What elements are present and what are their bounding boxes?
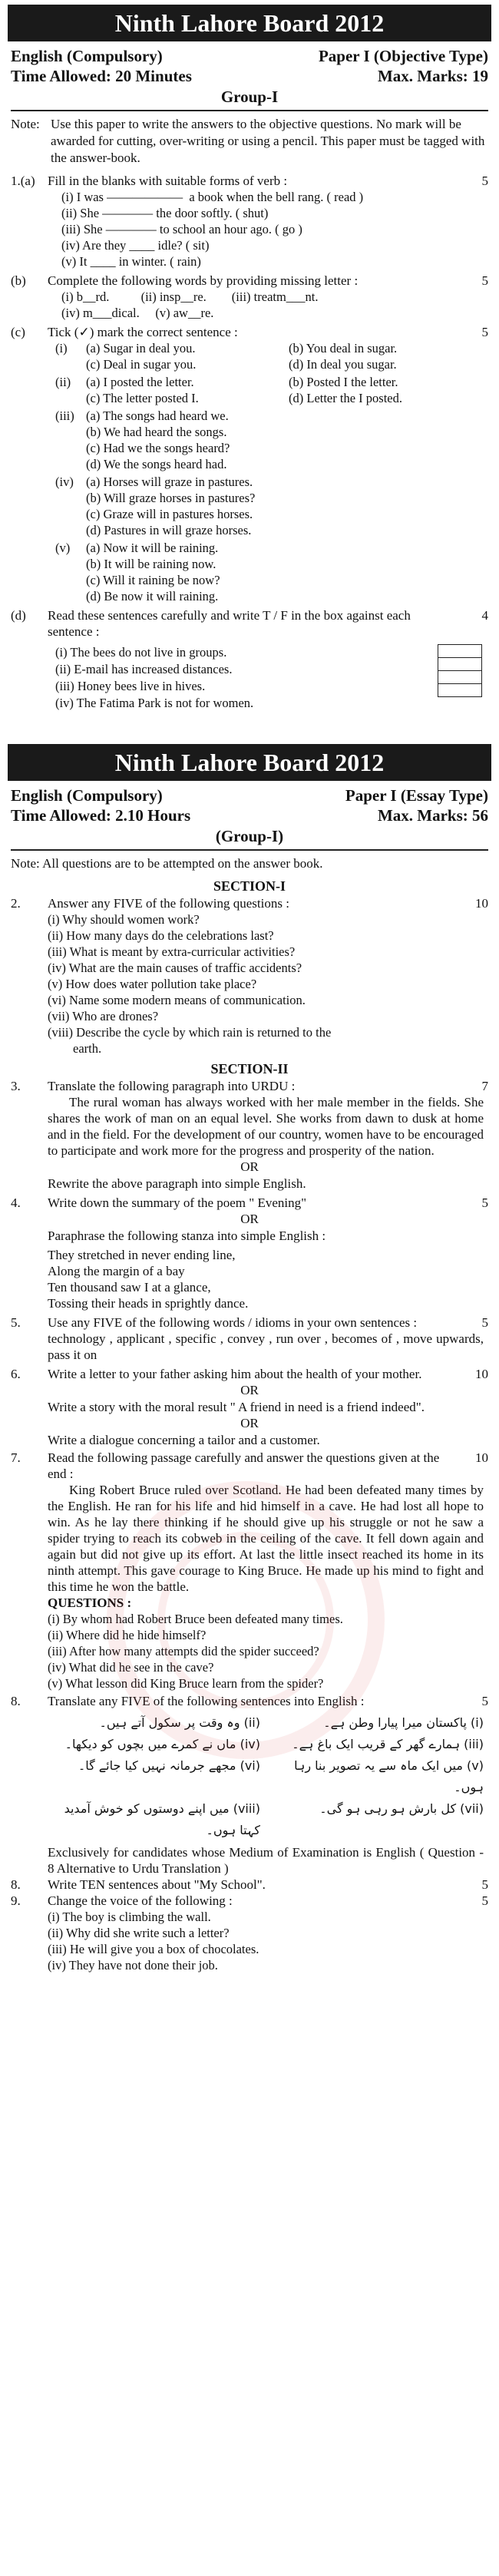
divider <box>11 110 488 111</box>
questions-heading: QUESTIONS : <box>48 1596 132 1610</box>
short-question: (iii) What is meant by extra-curricular activities? <box>48 944 296 959</box>
objective-note <box>11 116 488 167</box>
question-text: Change the voice of the following : <box>48 1893 233 1908</box>
comprehension-question: (iv) What did he see in the cave? <box>48 1660 214 1675</box>
tick-question <box>55 474 484 538</box>
essay-header-row-2 <box>11 805 488 825</box>
question-number: 6. <box>11 1367 21 1381</box>
question-number: 2. <box>11 896 21 911</box>
comprehension-passage: King Robert Bruce ruled over Scotland. He had been defeated many times by the English. He ran for his life and hid himself in a cave. He had lost all hope to win. As he lay there thinking if he should give up his struggle or not he saw a spider trying to reach its cobweb in the ceiling of the cave. It fell down again and again but did not give up its effort. At last the little insect reached its home in its ninth attempt. This gave courage to King Bruce. He made up his mind to fight and this time he won the battle. <box>48 1483 484 1594</box>
note-text: Use this paper to write the answers to the objective questions. No mark will be awarded for cutting, over-writing or using a pencil. This paper must be tagged with the answer-book. <box>51 117 485 165</box>
answer-box[interactable] <box>438 670 482 683</box>
tick-question <box>55 340 484 372</box>
tick-question-number: (i) <box>55 341 68 355</box>
tick-option[interactable]: (d) In deal you sugar. <box>289 357 397 372</box>
question-marks: 5 <box>481 1877 488 1892</box>
question-marks: 10 <box>475 896 488 911</box>
or-label: OR <box>240 1383 259 1397</box>
comprehension-question: (v) What lesson did King Bruce learn from the spider? <box>48 1676 324 1691</box>
question-marks: 5 <box>481 273 488 288</box>
tick-question-number: (ii) <box>55 375 71 389</box>
or-label: OR <box>240 1416 259 1430</box>
alternative-text: Paraphrase the following stanza into simple English : <box>48 1228 326 1243</box>
question-number: 7. <box>11 1450 21 1465</box>
tick-option[interactable]: (a) Sugar in deal you. <box>86 341 196 355</box>
tick-option[interactable]: (b) It will be raining now. <box>86 557 216 571</box>
poem-line: They stretched in never ending line, <box>48 1248 236 1262</box>
question-marks: 5 <box>481 1195 488 1210</box>
question-marks: 5 <box>481 325 488 339</box>
section-2-heading: SECTION-II <box>210 1061 289 1076</box>
question-number: 3. <box>11 1079 21 1093</box>
tick-option[interactable]: (b) Posted I the letter. <box>289 375 398 389</box>
question-9 <box>11 1893 488 1909</box>
missing-letter-line: (i) b__rd. (ii) insp__re. (iii) treatm___nt. <box>61 289 319 304</box>
word-list: technology , applicant , specific , convey , run over , becomes of , move upwards, pass it on <box>48 1331 484 1362</box>
urdu-sentence: (v) میں ایک ماہ سے یہ تصویر بنا رہا ہوں۔ <box>294 1758 484 1794</box>
alternative-text: Write a dialogue concerning a tailor and a customer. <box>48 1433 320 1447</box>
question-text: Read these sentences carefully and write T / F in the box against each sentence : <box>48 608 411 639</box>
short-question: (v) How does water pollution take place? <box>48 977 257 991</box>
tick-option[interactable]: (d) Letter the I posted. <box>289 391 402 405</box>
short-question: earth. <box>48 1041 102 1056</box>
tick-question-number: (iii) <box>55 408 74 423</box>
question-2 <box>11 895 488 911</box>
answer-box[interactable] <box>438 683 482 697</box>
question-9-lines <box>48 1909 484 1973</box>
question-1a <box>11 173 488 189</box>
poem-line: Tossing their heads in sprightly dance. <box>48 1296 249 1311</box>
objective-header-row-2 <box>11 66 488 86</box>
question-8 <box>11 1693 488 1709</box>
tick-option[interactable]: (c) The letter posted I. <box>86 391 199 405</box>
question-1c <box>11 324 488 340</box>
poem-stanza <box>48 1247 484 1311</box>
tick-question <box>55 540 484 604</box>
question-number: (b) <box>11 273 26 288</box>
short-question: (i) Why should women work? <box>48 912 200 927</box>
note-label: Note: <box>11 117 40 131</box>
true-false-items <box>55 644 438 712</box>
subject: English (Compulsory) <box>11 786 163 805</box>
medium-note: Exclusively for candidates whose Medium of Examination is English ( Question - 8 Alternative to Urdu Translation ) <box>48 1845 484 1876</box>
short-question: (ii) How many days do the celebrations last? <box>48 928 274 943</box>
time-allowed: Time Allowed: 2.10 Hours <box>11 806 191 825</box>
question-6 <box>11 1366 488 1382</box>
urdu-sentence: (vi) مجھے جرمانہ نہیں کیا جائے گا۔ <box>78 1758 260 1773</box>
or-label: OR <box>240 1159 259 1174</box>
true-false-block <box>55 644 484 712</box>
translation-paragraph: The rural woman has always worked with her male member in the fields. She shares the work of man on an equal level. She works from dawn to dusk at home and in the field. For the development of our country, women have to be encouraged to participate and work more for the progress and prosperity of the nation. <box>48 1095 484 1158</box>
question-5 <box>11 1314 488 1331</box>
tick-option[interactable]: (c) Will it raining be now? <box>86 573 220 587</box>
blank-line: (v) It ____ in winter. ( rain) <box>61 254 201 269</box>
question-text: Write TEN sentences about "My School". <box>48 1877 266 1892</box>
true-false-item: (i) The bees do not live in groups. <box>55 645 227 660</box>
tick-question-number: (iv) <box>55 475 74 489</box>
voice-sentence: (iv) They have not done their job. <box>48 1958 218 1973</box>
tick-option[interactable]: (a) The songs had heard we. <box>86 408 229 423</box>
question-marks: 5 <box>481 1893 488 1908</box>
voice-sentence: (ii) Why did she write such a letter? <box>48 1926 230 1940</box>
question-text: Complete the following words by providing missing letter : <box>48 273 359 288</box>
essay-note <box>11 855 488 872</box>
tick-option[interactable]: (d) Pastures in will graze horses. <box>86 523 252 537</box>
tick-question-number: (v) <box>55 541 71 555</box>
tick-question <box>55 408 484 472</box>
subject: English (Compulsory) <box>11 47 163 65</box>
true-false-item: (iv) The Fatima Park is not for women. <box>55 696 254 710</box>
voice-sentence: (i) The boy is climbing the wall. <box>48 1910 211 1924</box>
question-text: Translate any FIVE of the following sentences into English : <box>48 1694 365 1708</box>
comprehension-question: (iii) After how many attempts did the spider succeed? <box>48 1644 319 1658</box>
question-number: (d) <box>11 608 26 623</box>
question-number: 9. <box>11 1893 21 1908</box>
true-false-item: (iii) Honey bees live in hives. <box>55 679 206 693</box>
tick-option[interactable]: (c) Had we the songs heard? <box>86 441 230 455</box>
urdu-sentences <box>48 1712 484 1841</box>
essay-banner: Ninth Lahore Board 2012 <box>8 744 491 781</box>
question-marks: 5 <box>481 1694 488 1708</box>
max-marks: Max. Marks: 56 <box>377 806 488 825</box>
question-8-alt <box>11 1877 488 1893</box>
essay-header-row-1 <box>11 785 488 805</box>
short-question: (iv) What are the main causes of traffic accidents? <box>48 961 302 975</box>
alternative-text: Rewrite the above paragraph into simple English. <box>48 1176 306 1191</box>
tick-option[interactable]: (a) I posted the letter. <box>86 375 194 389</box>
comprehension-questions <box>48 1611 484 1691</box>
question-marks: 10 <box>475 1450 488 1465</box>
question-1c-items <box>55 340 484 604</box>
tick-option[interactable]: (b) You deal in sugar. <box>289 341 398 355</box>
tick-option[interactable]: (b) We had heard the songs. <box>86 425 227 439</box>
question-text: Read the following passage carefully and answer the questions given at the end : <box>48 1450 440 1481</box>
urdu-sentence: (iv) ماں نے کمرے میں بچوں کو دیکھا۔ <box>64 1737 260 1751</box>
blank-line: (iv) Are they ____ idle? ( sit) <box>61 238 210 253</box>
tick-question <box>55 374 484 406</box>
paper-type: Paper I (Essay Type) <box>345 786 488 805</box>
group-label: Group-I <box>220 88 279 106</box>
objective-header-row-1 <box>11 46 488 66</box>
question-marks: 7 <box>481 1079 488 1093</box>
blank-line: (iii) She ———— to school an hour ago. ( go ) <box>61 222 302 236</box>
tick-option[interactable]: (c) Graze will in pastures horses. <box>86 507 253 521</box>
urdu-sentence: (viii) میں اپنے دوستوں کو خوش آمدید کہتا ہوں۔ <box>64 1801 260 1837</box>
question-number: 1.(a) <box>11 174 35 188</box>
question-text: Translate the following paragraph into URDU : <box>48 1079 296 1093</box>
question-text: Answer any FIVE of the following questions : <box>48 896 289 911</box>
alternative-text: Write a story with the moral result " A friend in need is a friend indeed". <box>48 1400 425 1414</box>
question-7 <box>11 1450 488 1482</box>
question-text: Use any FIVE of the following words / idioms in your own sentences : <box>48 1315 418 1330</box>
answer-box[interactable] <box>438 657 482 670</box>
question-number: 8. <box>11 1694 21 1708</box>
question-text: Fill in the blanks with suitable forms of verb : <box>48 174 288 188</box>
answer-boxes <box>438 644 484 712</box>
urdu-sentence: (i) پاکستان میرا پیارا وطن ہے۔ <box>323 1715 484 1730</box>
section-1-heading: SECTION-I <box>213 878 286 894</box>
question-2-lines <box>48 911 484 1057</box>
time-allowed: Time Allowed: 20 Minutes <box>11 67 192 85</box>
short-question: (vii) Who are drones? <box>48 1009 159 1023</box>
tick-option[interactable]: (b) Will graze horses in pastures? <box>86 491 256 505</box>
answer-box[interactable] <box>438 644 482 657</box>
question-text: Tick (✓) mark the correct sentence : <box>48 325 238 339</box>
urdu-sentence: (vii) کل بارش ہو رہی ہو گی۔ <box>319 1801 484 1816</box>
tick-option[interactable]: (d) Be now it will raining. <box>86 589 219 603</box>
question-marks: 5 <box>481 1315 488 1330</box>
short-question: (vi) Name some modern means of communication. <box>48 993 306 1007</box>
question-marks: 10 <box>475 1367 488 1381</box>
comprehension-question: (ii) Where did he hide himself? <box>48 1628 207 1642</box>
question-3 <box>11 1078 488 1094</box>
question-number: 5. <box>11 1315 21 1330</box>
comprehension-question: (i) By whom had Robert Bruce been defeated many times. <box>48 1612 343 1626</box>
urdu-sentence: (iii) ہمارے گھر کے قریب ایک باغ ہے۔ <box>292 1737 484 1751</box>
tick-option[interactable]: (a) Now it will be raining. <box>86 541 219 555</box>
urdu-sentence: (ii) وہ وقت پر سکول آتے ہیں۔ <box>99 1715 260 1730</box>
short-question: (viii) Describe the cycle by which rain is returned to the <box>48 1025 332 1040</box>
question-1b-lines <box>61 289 484 321</box>
divider <box>11 849 488 851</box>
blank-line: (i) I was —————— a book when the bell rang. ( read ) <box>61 190 364 204</box>
question-1a-lines <box>61 189 484 270</box>
tick-option[interactable]: (a) Horses will graze in pastures. <box>86 475 253 489</box>
blank-line: (ii) She ———— the door softly. ( shut) <box>61 206 269 220</box>
tick-option[interactable]: (c) Deal in sugar you. <box>86 357 197 372</box>
question-text: Write a letter to your father asking him about the health of your mother. <box>48 1367 422 1381</box>
question-4 <box>11 1195 488 1211</box>
question-1b <box>11 273 488 289</box>
question-marks: 5 <box>481 174 488 188</box>
poem-line: Ten thousand saw I at a glance, <box>48 1280 211 1295</box>
max-marks: Max. Marks: 19 <box>377 67 488 85</box>
group-label: (Group-I) <box>215 827 284 845</box>
objective-banner: Ninth Lahore Board 2012 <box>8 5 491 41</box>
missing-letter-line: (iv) m___dical. (v) aw__re. <box>61 306 214 320</box>
question-number: 4. <box>11 1195 21 1210</box>
question-number: (c) <box>11 325 25 339</box>
tick-option[interactable]: (d) We the songs heard had. <box>86 457 227 471</box>
question-1d <box>11 607 488 640</box>
or-label: OR <box>240 1212 259 1226</box>
question-number: 8. <box>11 1877 21 1892</box>
note-text: Note: All questions are to be attempted on the answer book. <box>11 856 323 871</box>
voice-sentence: (iii) He will give you a box of chocolates. <box>48 1942 259 1956</box>
paper-type: Paper I (Objective Type) <box>318 47 488 65</box>
question-marks: 4 <box>481 608 488 623</box>
true-false-item: (ii) E-mail has increased distances. <box>55 662 233 676</box>
question-text: Write down the summary of the poem " Evening" <box>48 1195 307 1210</box>
poem-line: Along the margin of a bay <box>48 1264 185 1278</box>
